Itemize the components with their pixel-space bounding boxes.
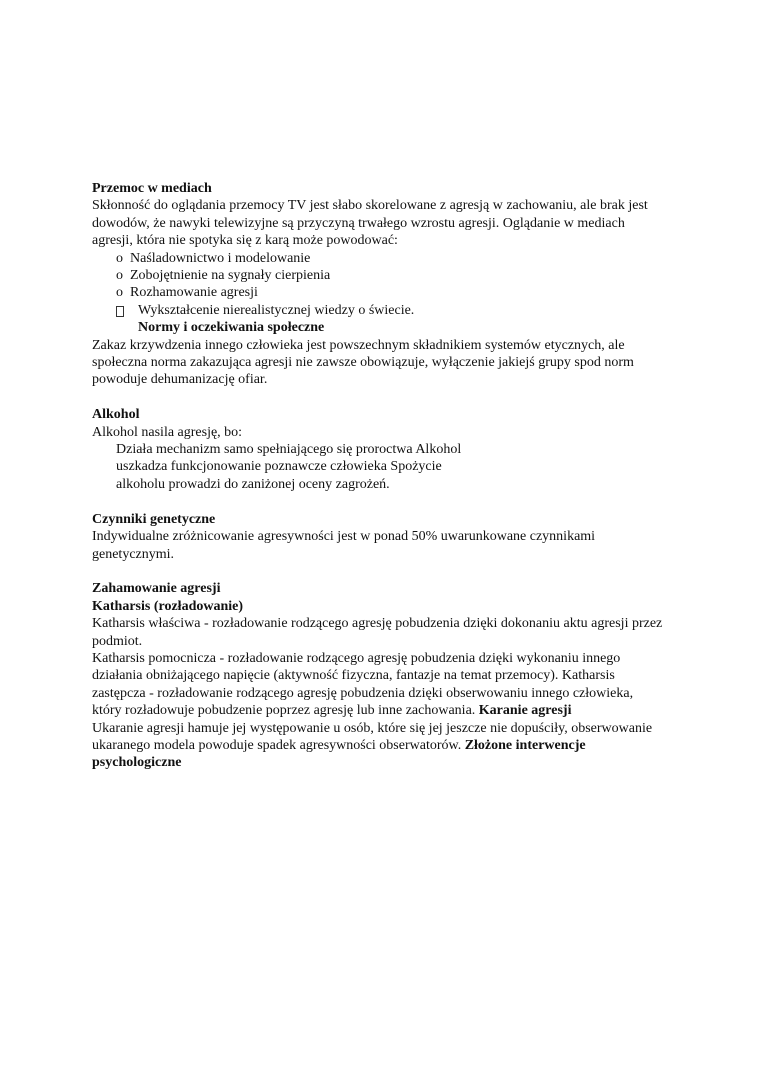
inhibition-line-text: który rozładowuje pobudzenie poprzez agresję lub inne zachowania. <box>92 703 479 719</box>
bullet-marker: o <box>116 285 123 301</box>
alcohol-line: uszkadza funkcjonowanie poznawcze człowieka Spożycie <box>116 459 442 475</box>
bullet-marker: o <box>116 268 123 284</box>
inhibition-line: Ukaranie agresji hamuje jej występowanie u osób, które się jej jeszcze nie dopuściły, obserwowanie <box>92 720 653 736</box>
inhibition-line: Katharsis pomocnicza - rozładowanie rodzącego agresję pobudzenia dzięki wykonaniu innego <box>92 650 621 666</box>
alcohol-line: alkoholu prowadzi do zaniżonej oceny zagrożeń. <box>116 476 390 492</box>
inhibition-line: zastępcza - rozładowanie rodzącego agresję pobudzenia dzięki obserwowaniu innego człowieka, <box>92 685 634 701</box>
inhibition-line: podmiot. <box>92 633 143 649</box>
alcohol-intro: Alkohol nasila agresję, bo: <box>92 424 243 440</box>
square-bullet-icon <box>116 306 124 317</box>
list-item-text: Naśladownictwo i modelowanie <box>130 250 311 266</box>
heading-media: Przemoc w mediach <box>92 181 212 196</box>
inhibition-line-text: ukaranego modela powoduje spadek agresywności obserwatorów. <box>92 737 465 753</box>
inhibition-line <box>92 702 672 719</box>
inhibition-line <box>92 737 672 754</box>
list-item <box>92 250 672 267</box>
heading-interventions-cont: psychologiczne <box>92 755 182 771</box>
list-item <box>92 267 672 284</box>
media-paragraph-line: dowodów, że nawyki telewizyjne są przyczyną trwałego wzrostu agresji. Oglądanie w mediach <box>92 215 625 231</box>
norms-paragraph-line: społeczna norma zakazująca agresji nie zawsze obowiązuje, wyłączenie jakiejś grupy spod norm <box>92 355 634 371</box>
heading-genetic: Czynniki genetyczne <box>92 511 216 527</box>
subheading-norms: Normy i oczekiwania społeczne <box>138 320 325 336</box>
norms-paragraph-line: Zakaz krzywdzenia innego człowieka jest powszechnym składnikiem systemów etycznych, ale <box>92 337 625 353</box>
alcohol-line: Działa mechanizm samo spełniającego się proroctwa Alkohol <box>116 442 462 458</box>
document-body <box>92 180 672 772</box>
list-item <box>92 284 672 301</box>
list-item-text: Rozhamowanie agresji <box>130 285 258 301</box>
bullet-marker: o <box>116 250 123 266</box>
list-item-text: Zobojętnienie na sygnały cierpienia <box>130 268 331 284</box>
heading-inhibition: Zahamowanie agresji <box>92 581 221 597</box>
genetic-line: Indywidualne zróżnicowanie agresywności jest w ponad 50% uwarunkowane czynnikami <box>92 529 596 545</box>
heading-alcohol: Alkohol <box>92 407 140 423</box>
list-item-text: Wykształcenie nierealistycznej wiedzy o świecie. <box>138 302 415 318</box>
genetic-line: genetycznymi. <box>92 546 175 562</box>
inhibition-line: działania obniżającego napięcie (aktywność fizyczna, fantazje na temat przemocy). Katharsis <box>92 668 615 684</box>
media-paragraph-line: Skłonność do oglądania przemocy TV jest słabo skorelowane z agresją w zachowaniu, ale brak jest <box>92 198 648 214</box>
norms-paragraph-line: powoduje dehumanizację ofiar. <box>92 372 268 388</box>
subheading-katharsis: Katharsis (rozładowanie) <box>92 598 244 614</box>
heading-interventions: Złożone interwencje <box>464 737 586 753</box>
list-item <box>92 302 672 319</box>
heading-punishment: Karanie agresji <box>478 703 572 719</box>
media-paragraph-line: agresji, która nie spotyka się z karą może powodować: <box>92 233 398 249</box>
inhibition-line: Katharsis właściwa - rozładowanie rodzącego agresję pobudzenia dzięki dokonaniu aktu agresji przez <box>92 616 663 632</box>
